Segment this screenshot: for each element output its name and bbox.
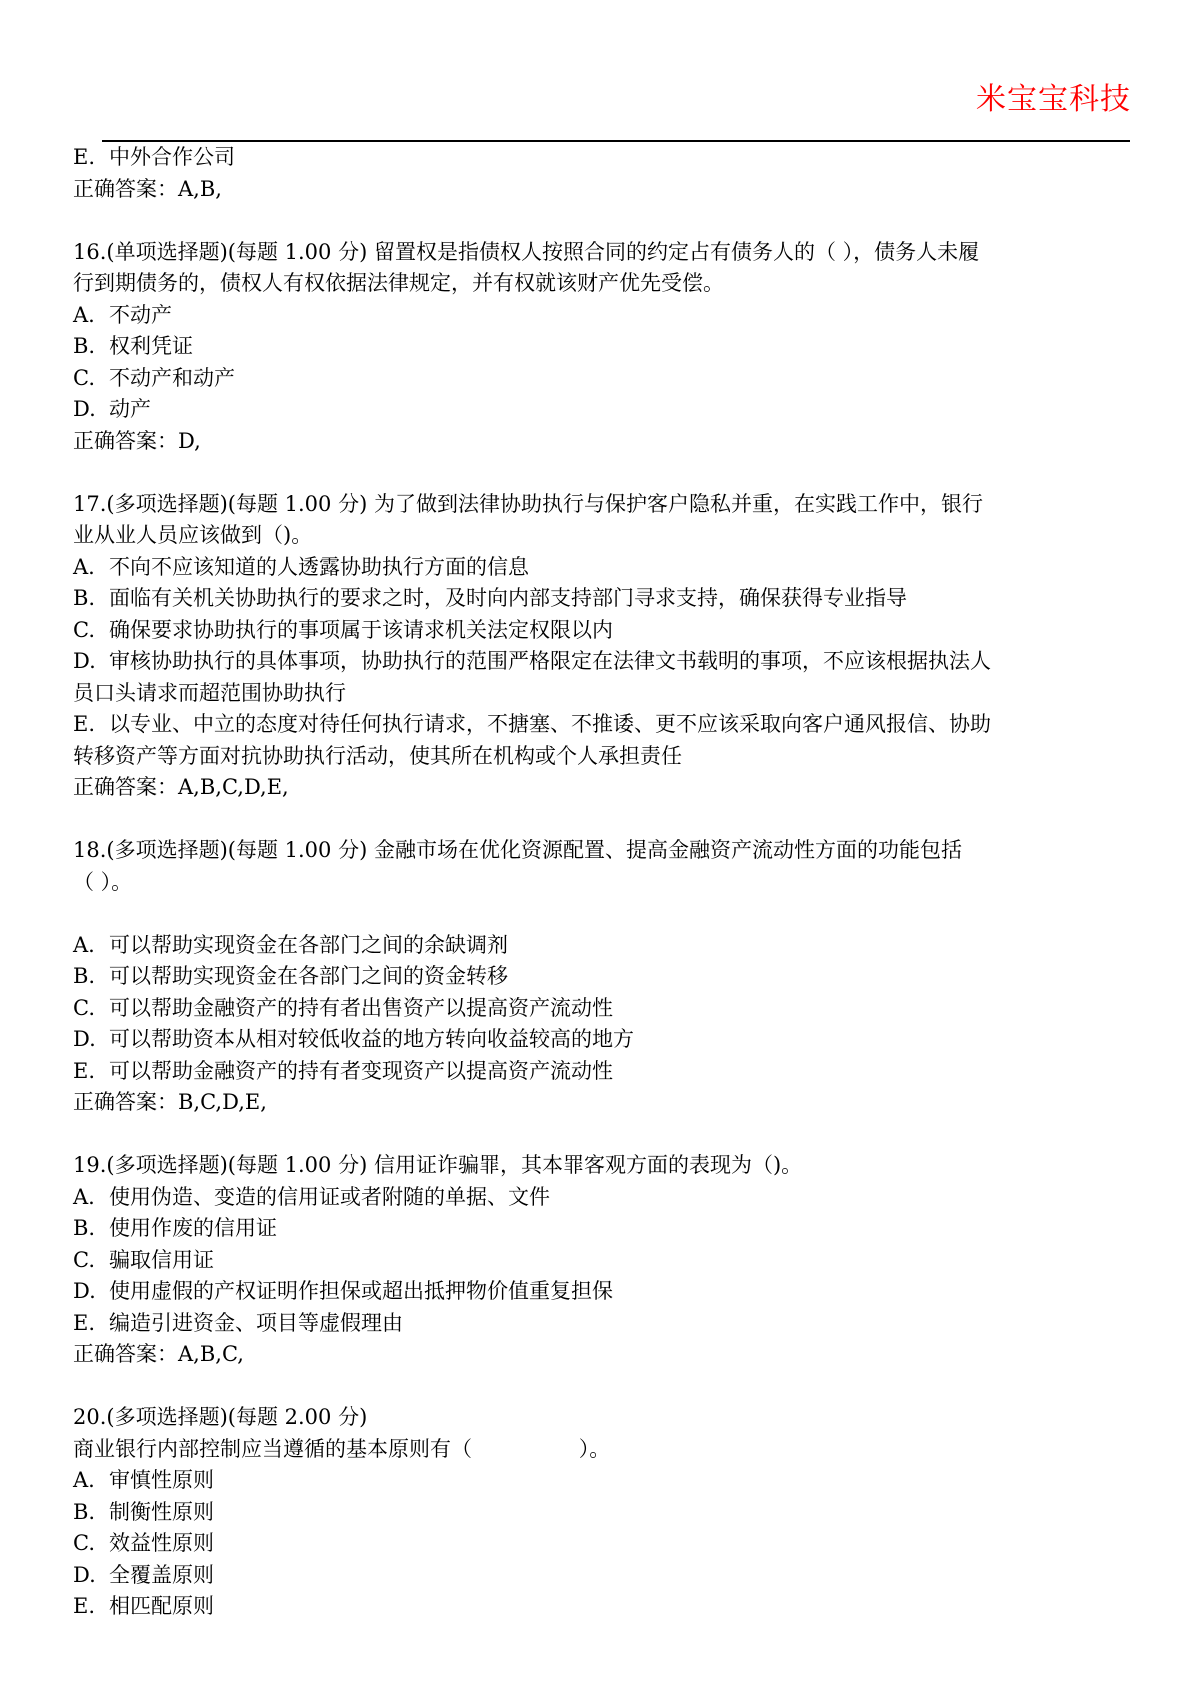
option-text: 审核协助执行的具体事项，协助执行的范围严格限定在法律文书载明的事项，不应该根据执法人: [109, 649, 991, 673]
option-letter: C.: [73, 995, 95, 1020]
option-text: 以专业、中立的态度对待任何执行请求，不搪塞、不推诿、更不应该采取向客户通风报信、协助: [109, 712, 991, 736]
option-letter: E.: [73, 1058, 96, 1083]
question-stem: （ ）。: [73, 869, 133, 894]
option-item: [73, 993, 1133, 1025]
option-letter: A.: [73, 1184, 95, 1209]
option-item: [73, 1308, 1133, 1340]
option-item: [73, 930, 1133, 962]
option-text: 制衡性原则: [109, 1499, 214, 1524]
option-item: [73, 1591, 1133, 1623]
option-letter: A.: [73, 932, 95, 957]
option-text: 编造引进资金、项目等虚假理由: [109, 1310, 403, 1335]
option-item: [73, 1024, 1133, 1056]
option-letter: B.: [73, 1216, 96, 1240]
option-item: [73, 1528, 1133, 1560]
option-text: 效益性原则: [109, 1531, 214, 1555]
option-text: 可以帮助资本从相对较低收益的地方转向收益较高的地方: [109, 1027, 634, 1051]
option-text: 可以帮助实现资金在各部门之间的资金转移: [109, 964, 508, 988]
question-stem: 20.(多项选择题)(每题 2.00 分): [73, 1405, 368, 1429]
option-text: 可以帮助金融资产的持有者出售资产以提高资产流动性: [109, 995, 613, 1020]
option-text: 面临有关机关协助执行的要求之时，及时向内部支持部门寻求支持，确保获得专业指导: [109, 586, 907, 610]
option-item: [73, 1245, 1133, 1277]
option-letter: D.: [73, 397, 96, 421]
option-text: 权利凭证: [109, 334, 193, 358]
option-continuation: 员口头请求而超范围协助执行: [73, 680, 346, 705]
correct-answer: 正确答案：A,B,C,D,E,: [73, 775, 289, 799]
option-letter: E.: [73, 1310, 96, 1335]
option-text: 相匹配原则: [109, 1594, 214, 1618]
correct-answer: 正确答案：A,B,: [73, 176, 222, 201]
option-item: [73, 1497, 1133, 1529]
option-item: [73, 1182, 1133, 1214]
question-stem: 行到期债务的，债权人有权依据法律规定，并有权就该财产优先受偿。: [73, 271, 724, 295]
option-item: [73, 1465, 1133, 1497]
option-item: [73, 1213, 1133, 1245]
exam-content: [73, 142, 1133, 1623]
option-letter: D.: [73, 649, 96, 673]
question-stem: 业从业人员应该做到（)。: [73, 523, 313, 547]
correct-answer: 正确答案：A,B,C,: [73, 1342, 244, 1366]
brand-logo: 米宝宝科技: [976, 82, 1131, 117]
option-text: 审慎性原则: [109, 1468, 214, 1492]
option-text: 骗取信用证: [109, 1247, 214, 1272]
option-text: 可以帮助金融资产的持有者变现资产以提高资产流动性: [109, 1058, 613, 1083]
option-text: 使用作废的信用证: [109, 1216, 277, 1240]
option-item: [73, 646, 1133, 678]
option-text: 不向不应该知道的人透露协助执行方面的信息: [109, 554, 529, 579]
option-letter: D.: [73, 1027, 96, 1051]
option-item: [73, 142, 1133, 174]
option-letter: C.: [73, 1247, 95, 1272]
question-stem: 19.(多项选择题)(每题 1.00 分) 信用证诈骗罪，其本罪客观方面的表现为（)。: [73, 1153, 803, 1177]
option-item: [73, 583, 1133, 615]
option-letter: B.: [73, 964, 96, 988]
option-letter: A.: [73, 1468, 95, 1492]
option-text: 中外合作公司: [109, 145, 235, 169]
option-continuation: 转移资产等方面对抗协助执行活动，使其所在机构或个人承担责任: [73, 743, 682, 768]
option-item: [73, 1560, 1133, 1592]
option-letter: B.: [73, 586, 96, 610]
option-letter: A.: [73, 302, 95, 327]
option-item: [73, 1056, 1133, 1088]
question-stem: 16.(单项选择题)(每题 1.00 分) 留置权是指债权人按照合同的约定占有债务人的（ ），债务人未履: [73, 239, 980, 264]
option-letter: B.: [73, 1499, 96, 1524]
option-text: 动产: [109, 397, 151, 421]
option-letter: E.: [73, 145, 96, 169]
question-stem: 17.(多项选择题)(每题 1.00 分) 为了做到法律协助执行与保护客户隐私并重，在实践工作中，银行: [73, 491, 983, 516]
option-item: [73, 1276, 1133, 1308]
option-text: 使用伪造、变造的信用证或者附随的单据、文件: [109, 1184, 550, 1209]
option-letter: C.: [73, 1531, 95, 1555]
option-item: [73, 961, 1133, 993]
correct-answer: 正确答案：B,C,D,E,: [73, 1090, 267, 1114]
option-item: [73, 331, 1133, 363]
option-item: [73, 300, 1133, 332]
option-item: [73, 394, 1133, 426]
option-letter: C.: [73, 365, 95, 390]
option-text: 使用虚假的产权证明作担保或超出抵押物价值重复担保: [109, 1279, 613, 1303]
option-letter: D.: [73, 1279, 96, 1303]
option-text: 全覆盖原则: [109, 1562, 214, 1587]
question-stem: 18.(多项选择题)(每题 1.00 分) 金融市场在优化资源配置、提高金融资产流动性方面的功能包括: [73, 838, 962, 862]
option-letter: B.: [73, 334, 96, 358]
option-text: 确保要求协助执行的事项属于该请求机关法定权限以内: [109, 617, 613, 642]
option-letter: E.: [73, 712, 96, 736]
option-letter: C.: [73, 617, 95, 642]
option-item: [73, 552, 1133, 584]
option-item: [73, 363, 1133, 395]
question-stem: 商业银行内部控制应当遵循的基本原则有（ ）。: [73, 1436, 611, 1461]
option-letter: E.: [73, 1594, 96, 1618]
option-text: 可以帮助实现资金在各部门之间的余缺调剂: [109, 932, 508, 957]
option-letter: D.: [73, 1562, 96, 1587]
option-text: 不动产和动产: [109, 365, 235, 390]
option-letter: A.: [73, 554, 95, 579]
correct-answer: 正确答案：D,: [73, 428, 201, 453]
option-item: [73, 709, 1133, 741]
option-item: [73, 615, 1133, 647]
option-text: 不动产: [109, 302, 172, 327]
